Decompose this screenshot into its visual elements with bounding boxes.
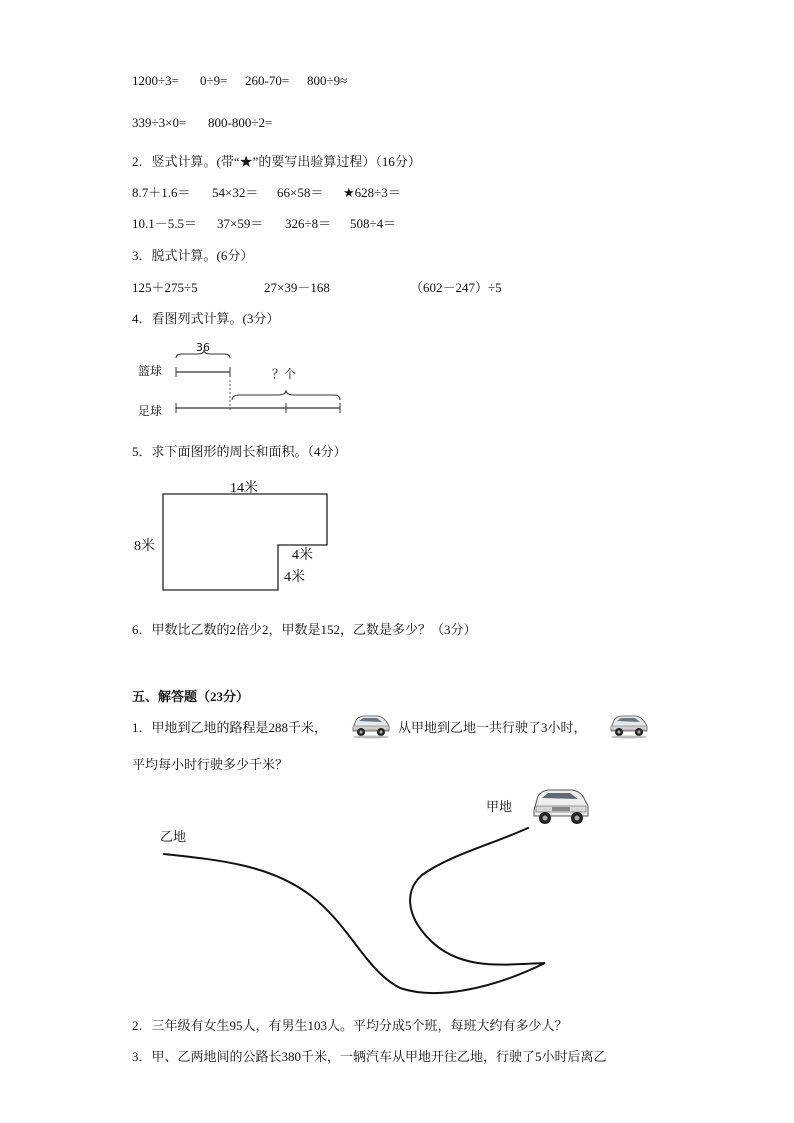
label-36: 36 [196, 341, 210, 354]
q2-item: ★628÷3＝ [343, 185, 401, 200]
calc-0-div-9: 0÷9= [200, 73, 228, 88]
label-inner-length: 4米 [292, 548, 313, 563]
q2-item: 54×32＝ [212, 185, 259, 200]
brace-36 [176, 350, 230, 358]
calc-800-minus-800-div-2: 800-800÷2= [208, 115, 273, 130]
q3-item: 27×39－168 [264, 280, 330, 295]
q2-item: 10.1－5.5＝ [132, 216, 198, 231]
label-basketball: 篮球 [138, 364, 163, 378]
q3-item: 125＋275÷5 [132, 280, 198, 295]
q2-item: 8.7＋1.6＝ [132, 185, 191, 200]
label-football: 足球 [138, 404, 163, 418]
map-label-yidi: 乙地 [160, 830, 187, 845]
car-icon [608, 709, 650, 739]
p3-text: 3．甲、乙两地间的公路长380千米，一辆汽车从甲地开往乙地，行驶了5小时后离乙 [132, 1049, 607, 1064]
calc-800-div-9: 800÷9≈ [307, 73, 348, 88]
route-line [164, 828, 545, 993]
q2-item: 326÷8＝ [285, 216, 332, 231]
car-icon [350, 709, 392, 739]
q5-title: 5．求下面图形的周长和面积。（4分） [132, 444, 347, 459]
calc-1200-div-3: 1200÷3= [132, 73, 179, 88]
q2-item: 37×59＝ [217, 216, 264, 231]
label-bottom-length: 4米 [284, 570, 305, 585]
q3-item: （602－247）÷5 [410, 280, 502, 295]
line-segment-diagram [170, 350, 350, 420]
calc-339-div-3-times-0: 339÷3×0= [132, 115, 187, 130]
p1-part-c: 平均每小时行驶多少千米？ [132, 757, 289, 772]
q6-title: 6．甲数比乙数的2倍少2，甲数是152，乙数是多少？（3分） [132, 622, 477, 637]
section-heading: 五、解答题（23分） [132, 689, 250, 704]
q2-item: 66×58＝ [277, 185, 324, 200]
q2-item: 508÷4＝ [350, 216, 397, 231]
label-question-count: ？个 [272, 367, 297, 381]
map-label-jiadi: 甲地 [486, 800, 513, 815]
p1-part-b: 从甲地到乙地一共行驶了3小时， [398, 720, 587, 735]
brace-question [232, 390, 340, 400]
q3-title: 3．脱式计算。(6分） [132, 248, 254, 263]
label-left-length: 8米 [134, 539, 155, 554]
calc-260-minus-70: 260-70= [245, 73, 290, 88]
q2-title: 2．竖式计算。(带“★”的要写出验算过程）（16分） [132, 154, 421, 169]
route-path [160, 820, 560, 1010]
q4-title: 4．看图列式计算。(3分） [132, 311, 280, 326]
p2-text: 2．三年级有女生95人，有男生103人。平均分成5个班，每班大约有多少人？ [132, 1018, 568, 1033]
p1-part-a: 1．甲地到乙地的路程是288千米， [132, 720, 328, 735]
label-top-length: 14米 [230, 481, 258, 496]
